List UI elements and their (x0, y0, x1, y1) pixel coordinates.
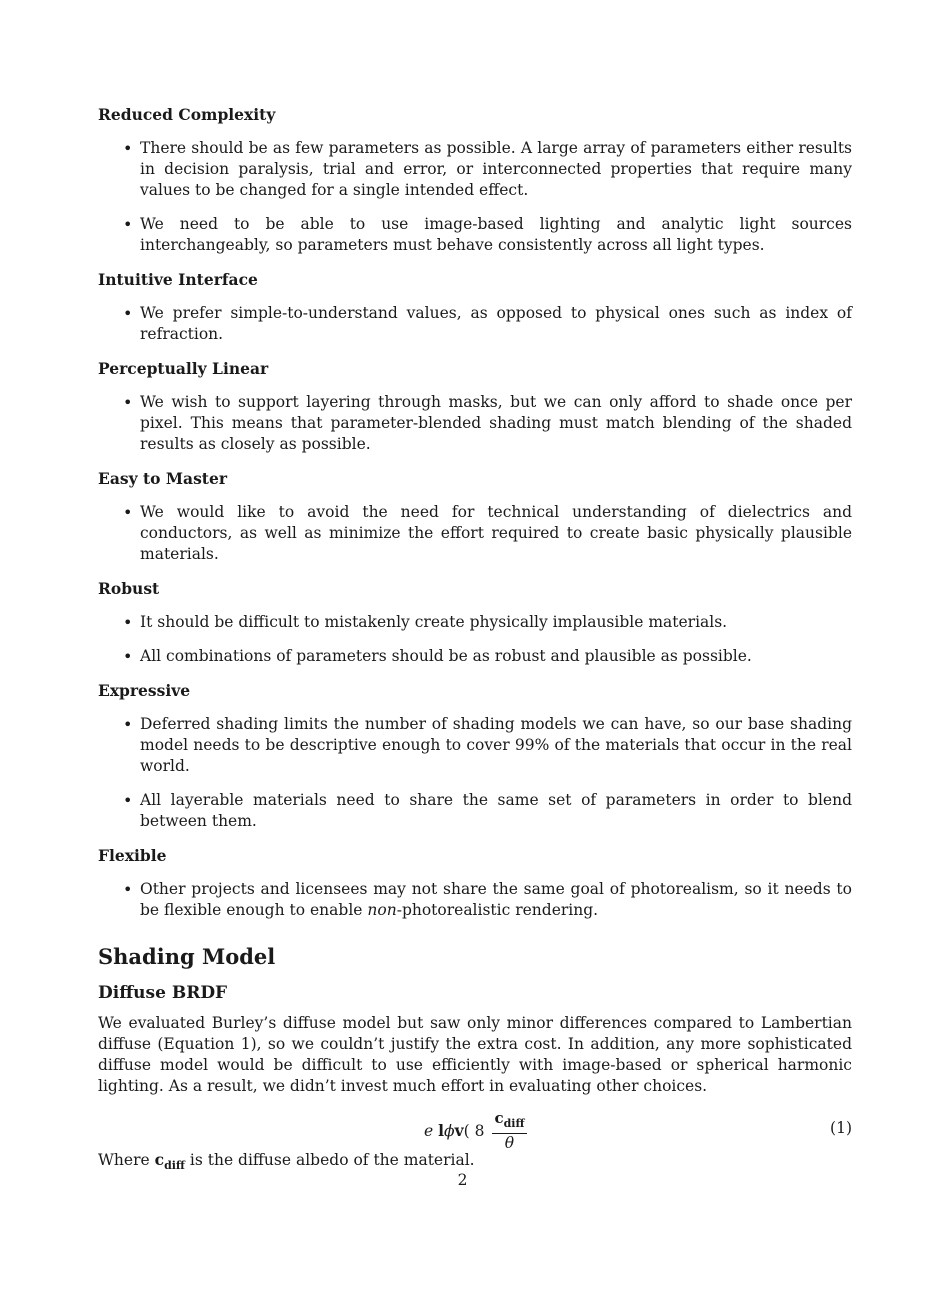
section-expressive (98, 680, 852, 832)
equation (98, 1103, 852, 1152)
section-heading: Perceptually Linear (98, 359, 269, 378)
section-intuitive-interface (98, 269, 852, 345)
section-heading: Expressive (98, 681, 191, 700)
body-paragraph: We evaluated Burley’s diffuse model but saw only minor differences compared to Lambertian diffuse (Equation 1), so we couldn’t justify the extra cost. In addition, any more sophisticated diffuse model would be difficult to use efficiently with image-based or spherical harmonic lighting. As a result, we didn’t invest much effort in evaluating other choices. (98, 1014, 852, 1095)
bullet-text: -photorealistic rendering. (396, 901, 599, 919)
section-easy-to-master (98, 468, 852, 565)
section-perceptually-linear (98, 358, 852, 455)
equation-body (424, 1109, 527, 1152)
equation-symbol: ( 8 (463, 1121, 485, 1140)
where-subscript: diff (164, 1159, 185, 1173)
where-text: is the diffuse albedo of the material. (184, 1151, 475, 1169)
page-content (98, 104, 852, 1176)
emphasis-text: non (367, 901, 397, 919)
section-heading: Reduced Complexity (98, 105, 276, 124)
bullet-item: • We prefer simple-to-understand values, as opposed to physical ones such as index of refraction. (98, 303, 852, 345)
bullet-item: • There should be as few parameters as possible. A large array of parameters either results in decision paralysis, trial and error, or interconnected properties that require many values to be changed for a single intended effect. (98, 138, 852, 201)
bullet-list (98, 303, 852, 345)
numerator-symbol: c (494, 1109, 504, 1127)
bullet-item: • All combinations of parameters should be as robust and plausible as possible. (98, 646, 852, 667)
where-symbol: c (154, 1150, 165, 1169)
numerator-subscript: diff (503, 1117, 525, 1130)
equation-symbol: e (424, 1121, 434, 1140)
equation-symbol: v (454, 1121, 464, 1140)
equation-fraction (492, 1109, 526, 1152)
bullet-item: • We need to be able to use image-based lighting and analytic light sources interchangeably, so parameters must behave consistently across all light types. (98, 214, 852, 256)
subsection-title: Diffuse BRDF (98, 983, 228, 1003)
bullet-list (98, 392, 852, 455)
section-robust (98, 578, 852, 667)
bullet-item: • It should be difficult to mistakenly create physically implausible materials. (98, 612, 852, 633)
section-flexible (98, 845, 852, 921)
equation-symbol: ϕ (444, 1121, 455, 1140)
bullet-item: • We wish to support layering through masks, but we can only afford to shade once per pixel. This means that parameter-blended shading must match blending of the shaded results as closely as possible. (98, 392, 852, 455)
bullet-list (98, 714, 852, 832)
bullet-list (98, 502, 852, 565)
bullet-item: • All layerable materials need to share the same set of parameters in order to blend between them. (98, 790, 852, 832)
page-number: 2 (457, 1171, 468, 1189)
bullet-item (98, 879, 852, 921)
bullet-list (98, 879, 852, 921)
section-heading: Easy to Master (98, 469, 227, 488)
where-text: Where (98, 1151, 155, 1169)
bullet-list (98, 612, 852, 667)
bullet-text: Other projects and licensees may not share the same goal of photorealism, so it needs to be flexible enough to enable (140, 880, 852, 919)
equation-symbol: l (438, 1121, 445, 1140)
bullet-item: • We would like to avoid the need for technical understanding of dielectrics and conductors, as well as minimize the effort required to create basic physically plausible materials. (98, 502, 852, 565)
section-heading: Intuitive Interface (98, 270, 258, 289)
fraction-numerator (492, 1109, 526, 1134)
section-reduced-complexity (98, 104, 852, 256)
bullet-list (98, 138, 852, 256)
section-heading: Flexible (98, 846, 167, 865)
fraction-denominator: θ (504, 1134, 515, 1152)
bullet-item: • Deferred shading limits the number of shading models we can have, so our base shading model needs to be descriptive enough to cover 99% of the materials that occur in the real world. (98, 714, 852, 777)
equation-number: (1) (830, 1119, 852, 1137)
section-heading: Robust (98, 579, 160, 598)
section-title: Shading Model (98, 944, 276, 969)
